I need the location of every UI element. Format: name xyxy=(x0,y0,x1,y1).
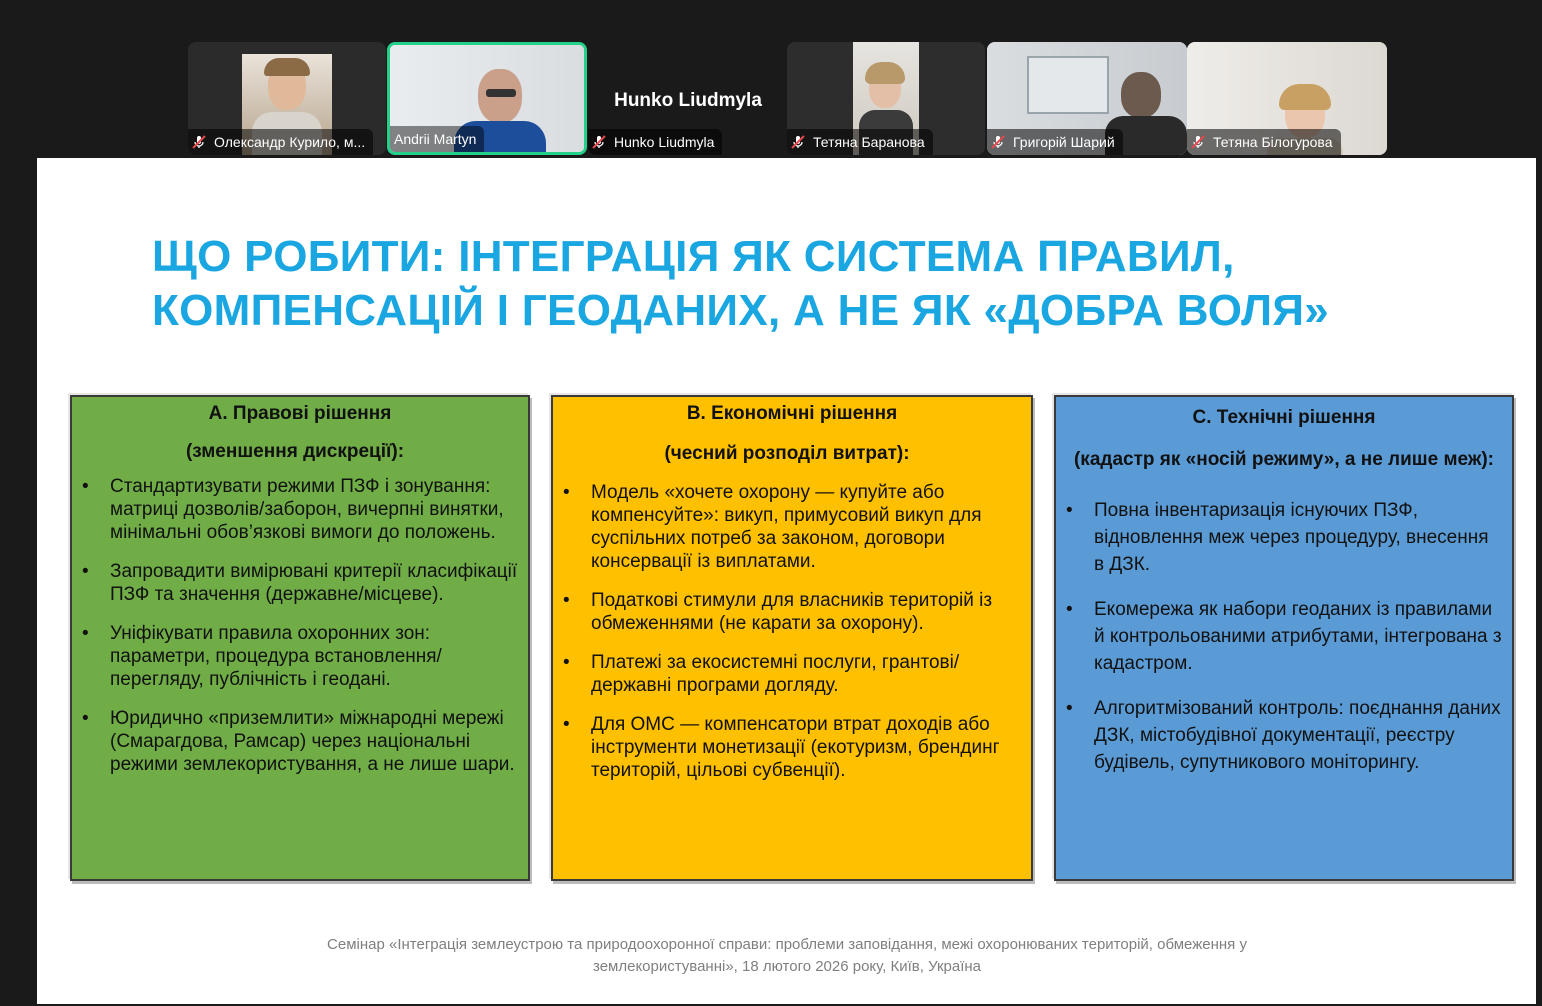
slide-footer: Семінар «Інтеграція землеустрою та природоохоронної справи: проблеми заповідання, межі охоронюваних територій, обмеження у землекористуванні», 18 лютого 2026 року, Київ, Україна xyxy=(327,936,1247,975)
mic-muted-icon xyxy=(991,135,1005,149)
mic-muted-icon xyxy=(192,135,206,149)
participant-name-label: Andrii Martyn xyxy=(390,126,484,152)
list-item: • Юридично «приземлити» міжнародні мережі (Смарагдова, Рамсар) через національні режими землекористування, а не лише шари. xyxy=(110,707,518,776)
mic-muted-icon xyxy=(1191,135,1205,149)
list-item: • Екомережа як набори геоданих із правилами й контрольованими атрибутами, інтегрована з кадастром. xyxy=(1094,596,1502,677)
panel-list xyxy=(1056,497,1502,776)
list-item: • Стандартизувати режими ПЗФ і зонування: матриці дозволів/заборон, вичерпні винятки, мінімальні обов’язкові вимоги до положень. xyxy=(110,475,518,544)
participant-video-strip xyxy=(0,0,1542,158)
panel-heading: B. Економічні рішення xyxy=(686,403,898,424)
participant-name-label: Тетяна Баранова xyxy=(787,129,933,155)
panel-technical-solutions xyxy=(1054,395,1514,881)
participant-name-label: Hunko Liudmyla xyxy=(588,129,722,155)
participant-tile[interactable] xyxy=(588,42,786,155)
list-item: • Уніфікувати правила охоронних зон: параметри, процедура встановлення/перегляду, публічність і геодані. xyxy=(110,622,518,691)
panel-legal-solutions xyxy=(70,395,530,881)
panel-subheading: (зменшення дискреції): xyxy=(185,441,405,462)
list-item: • Запровадити вимірювані критерії класифікації ПЗФ та значення (державне/місцеве). xyxy=(110,560,518,606)
participant-tile[interactable] xyxy=(787,42,985,155)
panel-list xyxy=(553,481,1021,782)
mic-muted-icon xyxy=(791,135,805,149)
list-item: • Алгоритмізований контроль: поєднання даних ДЗК, містобудівної документації, реєстру будівель, супутникового моніторингу. xyxy=(1094,695,1502,776)
list-item: • Платежі за екосистемні послуги, грантові/державні програми догляду. xyxy=(591,651,1021,697)
participant-tile[interactable] xyxy=(188,42,386,155)
panel-economic-solutions xyxy=(551,395,1033,881)
participant-tile[interactable] xyxy=(987,42,1187,155)
participant-display-name: Hunko Liudmyla xyxy=(614,90,762,111)
participant-name-label: Олександр Курило, м... xyxy=(188,129,373,155)
list-item: • Модель «хочете охорону — купуйте або компенсуйте»: викуп, примусовий викуп для суспільних потреб за законом, договори консервації із виплатами. xyxy=(591,481,1021,573)
mic-muted-icon xyxy=(592,135,606,149)
panel-heading: A. Правові рішення xyxy=(208,403,392,424)
list-item: • Для ОМС — компенсатори втрат доходів або інструменти монетизації (екотуризм, брендинг територій, цільові субвенції). xyxy=(591,713,1021,782)
panel-heading: C. Технічні рішення xyxy=(1192,407,1376,428)
list-item: • Повна інвентаризація існуючих ПЗФ, відновлення меж через процедуру, внесення в ДЗК. xyxy=(1094,497,1502,578)
participant-tile[interactable] xyxy=(1187,42,1387,155)
panel-subheading: (чесний розподіл витрат): xyxy=(664,443,910,464)
participant-name-label: Григорій Шарий xyxy=(987,129,1123,155)
list-item: • Податкові стимули для власників територій із обмеженнями (не карати за охорону). xyxy=(591,589,1021,635)
participant-name-label: Тетяна Білогурова xyxy=(1187,129,1341,155)
panel-subheading: (кадастр як «носій режиму», а не лише меж): xyxy=(1073,449,1494,470)
slide-title: ЩО РОБИТИ: ІНТЕГРАЦІЯ ЯК СИСТЕМА ПРАВИЛ, КОМПЕНСАЦІЙ І ГЕОДАНИХ, А НЕ ЯК «ДОБРА ВОЛЯ» xyxy=(152,232,1330,335)
participant-tile-active-speaker[interactable] xyxy=(387,42,587,155)
panel-list xyxy=(72,475,518,776)
shared-screen-slide xyxy=(37,158,1536,1004)
